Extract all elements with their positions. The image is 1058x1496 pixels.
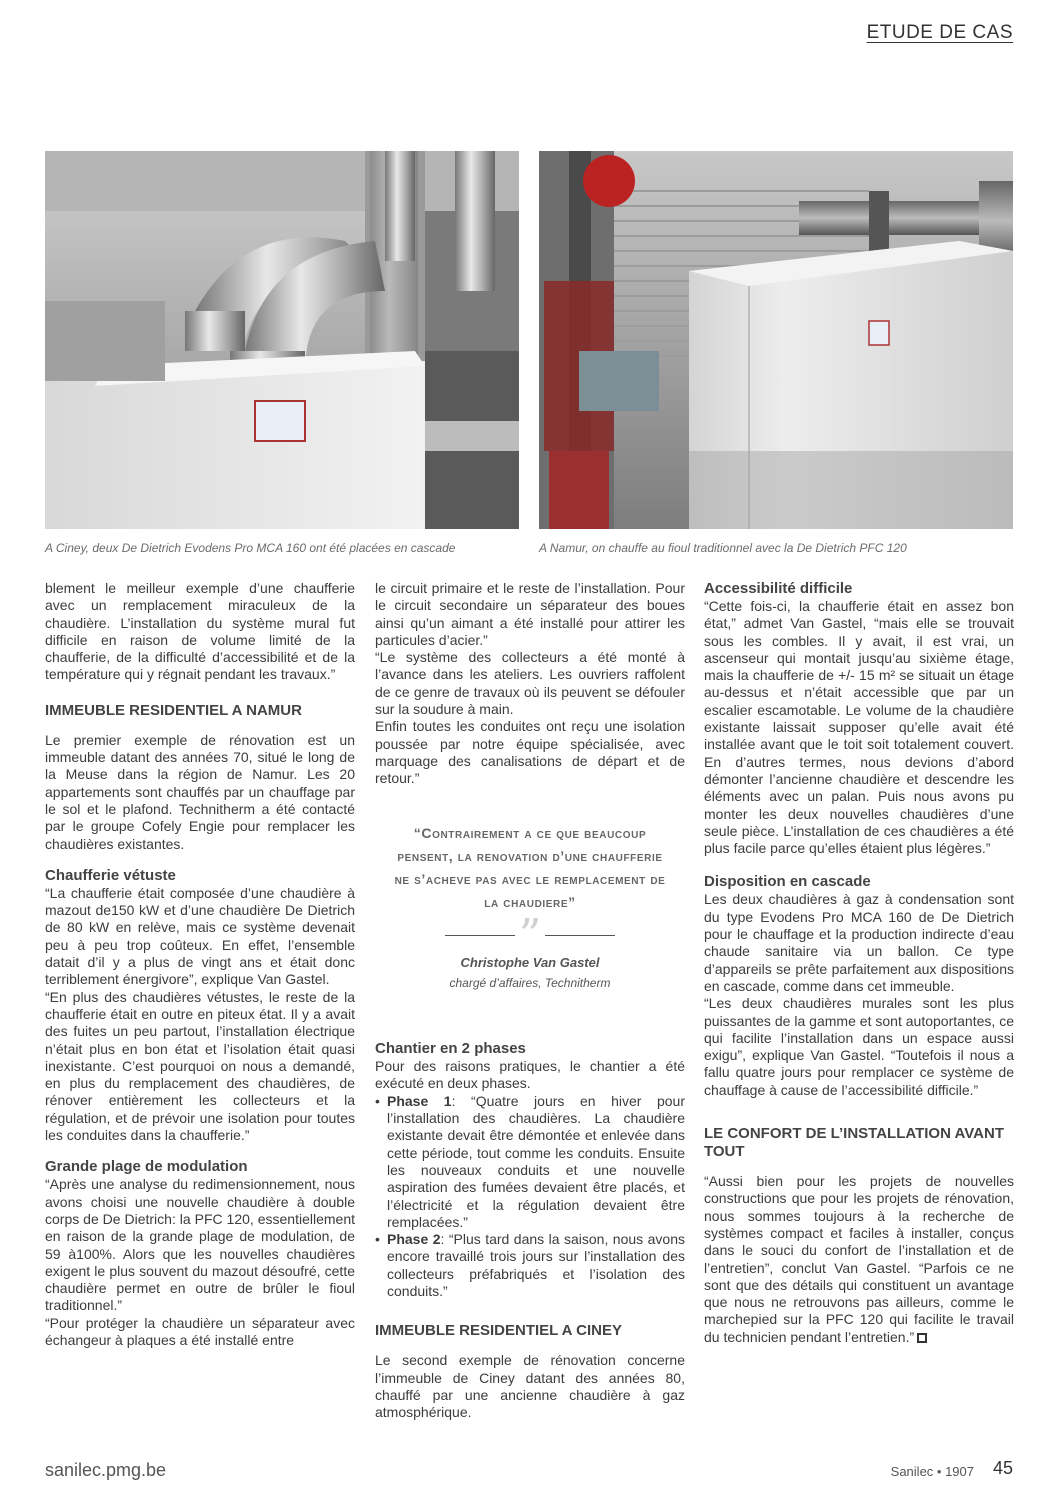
quote-mark-icon: ” <box>518 909 542 961</box>
col2-paragraph-2: “Le système des collecteurs a été monté à l’avance dans les ateliers. Les ouvriers raffolent de ce genre de travaux où ils peuvent se défouler sur la soudure à main. <box>375 649 685 718</box>
heading-phases: Chantier en 2 phases <box>375 1040 526 1058</box>
footer-magazine-issue: Sanilec • 1907 <box>890 1464 974 1479</box>
ciney-paragraph: Le second exemple de rénovation concerne l’immeuble de Ciney datant des années 80, chauffé par une ancienne chaudière à gaz atmosphérique. <box>375 1352 685 1421</box>
pull-quote-author: Christophe Van Gastel <box>460 954 600 970</box>
phase-2-item <box>375 1231 685 1300</box>
heading-ciney: IMMEUBLE RESIDENTIEL A CINEY <box>375 1322 622 1340</box>
end-mark-icon <box>917 1333 927 1343</box>
heading-namur: IMMEUBLE RESIDENTIEL A NAMUR <box>45 701 302 719</box>
ciney-photo-caption: A Ciney, deux De Dietrich Evodens Pro MCA 160 ont été placées en cascade <box>45 541 456 555</box>
phase-2-text: : “Plus tard dans la saison, nous avons encore travaillé trois jours sur l’installation des collecteurs préfabriqués et l’isolation des conduits.” <box>387 1231 685 1300</box>
vetuste-paragraph-2: “En plus des chaudières vétustes, le reste de la chaufferie était en outre en piteux état. Il y a avait des fuites un peu partout, l’installation électrique n’était plus en bon état et l’isolation était quasi inexistante. C’est pourquoi on nous a demandé, en plus du remplacement des chaudières, de rénover entièrement les collecteurs et la régulation, et de prévoir une isolation pour toutes les conduites dans la chaufferie.” <box>45 988 355 1144</box>
vetuste-paragraph-1: “La chaufferie était composée d’une chaudière à mazout de150 kW et d’une chaudière De Dietrich de 80 kW en relève, mais ce système devenait peu à peu trop coûteux. En effet, l’ensemble datait d’il y a plus de vingt ans et était donc terriblement énergivore”, explique Van Gastel. <box>45 884 355 988</box>
heading-accessibilite: Accessibilité difficile <box>704 580 853 597</box>
article-column-3 <box>704 580 1014 1346</box>
phase-1-label: Phase 1 <box>387 1092 452 1109</box>
confort-text: “Aussi bien pour les projets de nouvelles constructions que pour les projets de rénovation, nous sommes toujours à la recherche de systèmes compact et faciles à installer, conçus dans le souci du confort de l’installation et de l’entretien”, conclut Van Gastel. “Parfois ce ne sont que des détails qui constituent un avantage que nous ne retrouvons pas ailleurs, comme le marchepied sur la PFC 120 qui facilite le travail du technicien pendant l’entretien.” <box>704 1173 1014 1345</box>
namur-boiler-photo <box>539 151 1013 529</box>
intro-paragraph: blement le meilleur exemple d’une chaufferie avec un remplacement miraculeux de la chaudière. L’installation du système mural fut difficile en raison de volume limité de la chaufferie, de la difficulté d’accessibilité et de la température qui y régnait pendant les travaux.” <box>45 580 355 683</box>
pull-quote-divider <box>375 909 685 961</box>
col2-paragraph-1: le circuit primaire et le reste de l’installation. Pour le circuit secondaire un séparateur des boues ainsi qu’un aimant a été installé pour attirer les particules d’acier.” <box>375 580 685 648</box>
heading-vetuste: Chaufferie vétuste <box>45 866 176 884</box>
col2-paragraph-3: Enfin toutes les conduites ont reçu une isolation poussée par notre équipe spécialisée, avec marquage des canalisations de départ et de retour.” <box>375 718 685 787</box>
phase-1-text: : “Quatre jours en hiver pour l’installation des chaudières. La chaudière existante devait être démontée et enlevée dans cette période, tout comme les conduits. Ensuite les nouveaux conduits et une nouvelle aspiration des fumées devaient être placés, et l’électricité et la régulation devaient être remplacées.” <box>387 1092 685 1230</box>
section-title: ETUDE DE CAS <box>866 22 1013 43</box>
heading-cascade: Disposition en cascade <box>704 873 871 891</box>
bullet-icon: • <box>375 1231 380 1248</box>
accessibilite-paragraph: “Cette fois-ci, la chaufferie était en assez bon état,” admet Van Gastel, “mais elle se trouvait sous les combles. Il y avait, il est vrai, un ascenseur qui montait jusqu’au sixième étage, mais la chaufferie de +/- 15 m² se situait un étage au-dessus et n’était accessible que par un escalier escamotable. Le volume de la chaudière existante laissait supposer qu’elle avait été installée avant que le toit soit totalement couvert. En d’autres termes, nous devions d’abord démonter l’ancienne chaudière et descendre les éléments avec un palan. Puis nous avons pu monter les deux nouvelles chaudières d’une seule pièce. L’installation de ces chaudières a été plus facile parce qu’elles étaient plus légères.” <box>704 598 1014 857</box>
article-column-1 <box>45 580 355 1349</box>
article-column-2 <box>375 580 685 1422</box>
phase-2-label: Phase 2 <box>387 1231 441 1248</box>
heading-modulation: Grande plage de modulation <box>45 1158 248 1176</box>
heading-confort: LE CONFORT DE L’INSTALLATION AVANT TOUT <box>704 1125 1004 1161</box>
ciney-boiler-photo <box>45 151 519 529</box>
cascade-paragraph-2: “Les deux chaudières murales sont les plus puissantes de la gamme et sont autoportantes, ce qui facilite l’installation dans un espace aussi exigu”, explique Van Gastel. “Toutefois il nous a fallu quatre jours pour remplacer ce système de chauffage à cause de l’accessibilité difficile.” <box>704 995 1014 1098</box>
pull-quote <box>375 822 685 993</box>
cascade-paragraph-1: Les deux chaudières à gaz à condensation sont du type Evodens Pro MCA 160 de De Dietrich pour le chauffage et la production indirecte d’eau chaude sanitaire via un ballon. Ce type d’appareils se prête parfaitement aux dispositions en cascade, comme dans cet immeuble. <box>704 891 1014 994</box>
pull-quote-text: “Contrairement a ce que beaucoup pensent, la renovation d’une chaufferie ne s’acheve pas avec le remplacement de la chaudiere” <box>394 824 666 910</box>
pull-quote-role: chargé d’affaires, Technitherm <box>449 975 611 990</box>
modulation-paragraph-2: “Pour protéger la chaudière un séparateur avec échangeur à plaques a été installé entre <box>45 1314 355 1348</box>
footer-website[interactable]: sanilec.pmg.be <box>45 1460 167 1480</box>
confort-paragraph <box>704 1173 1014 1346</box>
phases-paragraph: Pour des raisons pratiques, le chantier a été exécuté en deux phases. <box>375 1058 685 1092</box>
bullet-icon: • <box>375 1092 380 1109</box>
phase-1-item <box>375 1093 685 1231</box>
namur-photo-caption: A Namur, on chauffe au fioul traditionnel avec la De Dietrich PFC 120 <box>539 541 907 555</box>
modulation-paragraph-1: “Après une analyse du redimensionnement, nous avons choisi une nouvelle chaudière à double corps de De Dietrich: la PFC 120, essentiellement en raison de la grande plage de modulation, de 59 à100%. Alors que les nouvelles chaudières exigent le plus souvent du mazout désoufré, cette chaudière permet en outre de brûler le fioul traditionnel.” <box>45 1176 355 1314</box>
namur-paragraph: Le premier exemple de rénovation est un immeuble datant des années 70, situé le long de la Meuse dans la région de Namur. Les 20 appartements sont chauffés par un chauffage par le sol et le plafond. Technitherm a été contacté par le groupe Cofely Engie pour remplacer les chaudières existantes. <box>45 731 355 852</box>
page-number: 45 <box>992 1458 1013 1478</box>
